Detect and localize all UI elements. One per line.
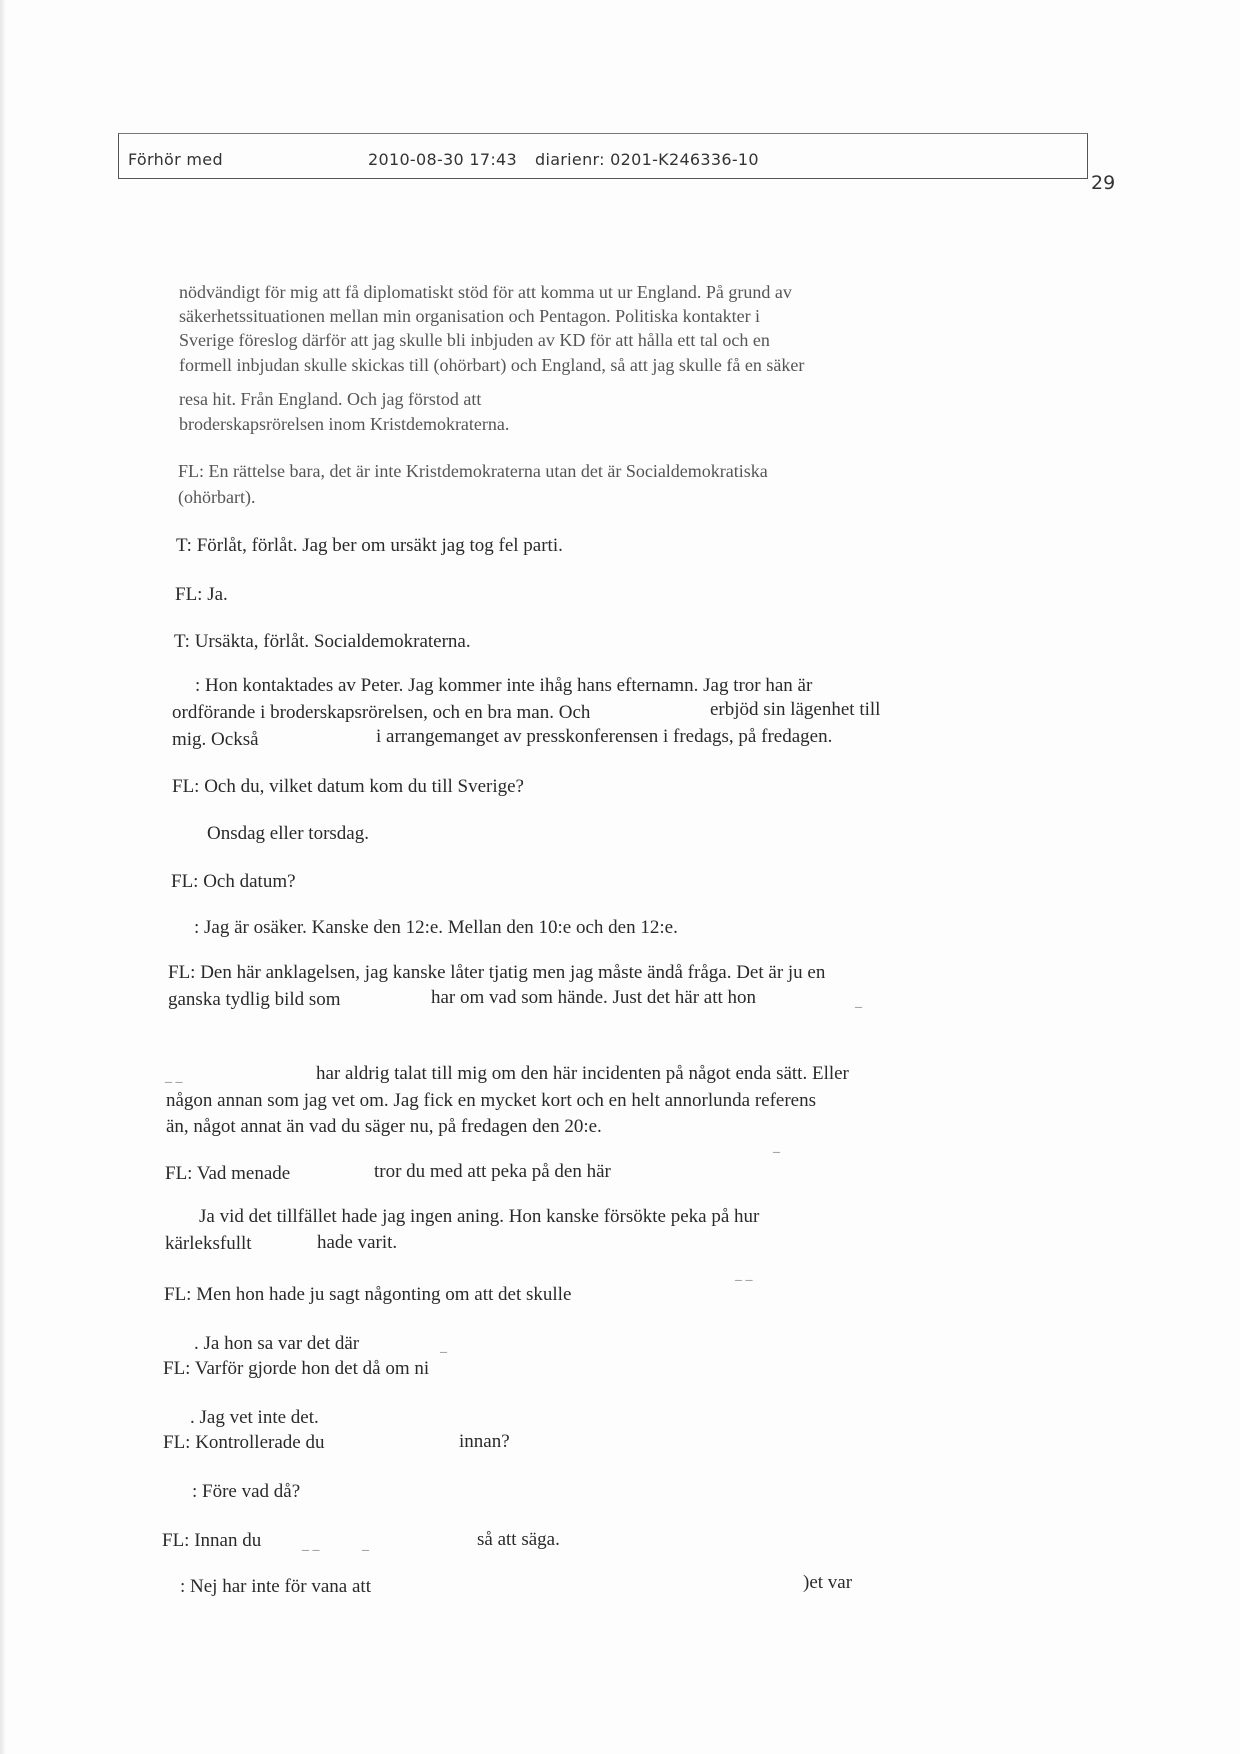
p12-line-2: någon annan som jag vet om. Jag fick en mycket kort och en helt annorlunda referens bbox=[166, 1090, 817, 1111]
p1-line-2: säkerhetssituationen mellan min organisation och Pentagon. Politiska kontakter i bbox=[179, 306, 761, 326]
header-label: Förhör med bbox=[128, 150, 223, 169]
p13-line-a: FL: Vad menade bbox=[165, 1163, 291, 1184]
p20-line-a: : Nej har inte för vana att bbox=[180, 1576, 371, 1597]
header-datetime: 2010-08-30 17:43 bbox=[368, 150, 517, 169]
p11-line-2a: ganska tydlig bild som bbox=[168, 989, 341, 1010]
p9-line: FL: Och datum? bbox=[171, 871, 296, 892]
p4-line: FL: Ja. bbox=[175, 584, 228, 605]
p14-line-2a: kärleksfullt bbox=[165, 1233, 252, 1254]
header-diarienr: diarienr: 0201-K246336-10 bbox=[535, 150, 759, 169]
p20-line-b: )et var bbox=[803, 1572, 853, 1593]
p16-line-1: . Ja hon sa var det där bbox=[194, 1333, 360, 1354]
scan-mark: _ bbox=[440, 1340, 447, 1355]
p14-line-2b: hade varit. bbox=[317, 1232, 398, 1253]
p11-line-2b: har om vad som hände. Just det här att hon bbox=[431, 987, 757, 1008]
p2-line-1: FL: En rättelse bara, det är inte Kristdemokraterna utan det är Socialdemokratiska bbox=[178, 461, 768, 481]
p17-line-2b: innan? bbox=[459, 1431, 510, 1452]
p12-line-3: än, något annat än vad du säger nu, på fredagen den 20:e. bbox=[166, 1116, 602, 1137]
p1-line-1: nödvändigt för mig att få diplomatiskt stöd för att komma ut ur England. På grund av bbox=[179, 282, 792, 302]
p7-line: FL: Och du, vilket datum kom du till Sverige? bbox=[172, 776, 524, 797]
p2-line-2: (ohörbart). bbox=[178, 487, 256, 507]
scan-mark: _ _ bbox=[302, 1538, 320, 1553]
p16-line-2: FL: Varför gjorde hon det då om ni bbox=[163, 1358, 430, 1379]
p19-line-b: så att säga. bbox=[477, 1529, 560, 1550]
p1-line-4: formell inbjudan skulle skickas till (ohörbart) och England, så att jag skulle få en säker bbox=[179, 355, 805, 375]
p6-line-2a: ordförande i broderskapsrörelsen, och en bra man. Och bbox=[172, 702, 591, 723]
scan-mark: _ bbox=[773, 1140, 780, 1155]
p10-line: : Jag är osäker. Kanske den 12:e. Mellan den 10:e och den 12:e. bbox=[194, 917, 678, 938]
p5-line: T: Ursäkta, förlåt. Socialdemokraterna. bbox=[174, 631, 471, 652]
p11-line-1: FL: Den här anklagelsen, jag kanske låter tjatig men jag måste ändå fråga. Det är ju en bbox=[168, 962, 826, 983]
p13-line-b: tror du med att peka på den här bbox=[374, 1161, 611, 1182]
scan-edge-shadow bbox=[0, 0, 6, 1754]
p6-line-3b: i arrangemanget av presskonferensen i fredags, på fredagen. bbox=[376, 726, 833, 747]
p6-line-1: : Hon kontaktades av Peter. Jag kommer inte ihåg hans efternamn. Jag tror han är bbox=[195, 675, 813, 696]
p6-line-3a: mig. Också bbox=[172, 729, 259, 750]
p1-line-5: resa hit. Från England. Och jag förstod att bbox=[179, 389, 482, 409]
p6-line-2b: erbjöd sin lägenhet till bbox=[710, 699, 881, 720]
scan-mark: _ _ bbox=[735, 1268, 753, 1283]
p1-line-3: Sverige föreslog därför att jag skulle bli inbjuden av KD för att hålla ett tal och en bbox=[179, 330, 770, 350]
page-number: 29 bbox=[1091, 172, 1116, 194]
p12-line-1: har aldrig talat till mig om den här incidenten på något enda sätt. Eller bbox=[316, 1063, 849, 1084]
p17-line-2a: FL: Kontrollerade du bbox=[163, 1432, 325, 1453]
scan-mark: _ bbox=[855, 995, 862, 1010]
scan-mark: _ bbox=[362, 1538, 369, 1553]
p1-line-6: broderskapsrörelsen inom Kristdemokraterna. bbox=[179, 414, 510, 434]
p3-line: T: Förlåt, förlåt. Jag ber om ursäkt jag tog fel parti. bbox=[176, 535, 563, 556]
p18-line: : Före vad då? bbox=[192, 1481, 301, 1502]
p19-line-a: FL: Innan du bbox=[162, 1530, 262, 1551]
p14-line-1: Ja vid det tillfället hade jag ingen aning. Hon kanske försökte peka på hur bbox=[199, 1206, 760, 1227]
scan-mark: _ _ bbox=[165, 1070, 183, 1085]
p17-line-1: . Jag vet inte det. bbox=[190, 1407, 319, 1428]
p8-line: Onsdag eller torsdag. bbox=[207, 823, 369, 844]
p15-line: FL: Men hon hade ju sagt någonting om att det skulle bbox=[164, 1284, 572, 1305]
